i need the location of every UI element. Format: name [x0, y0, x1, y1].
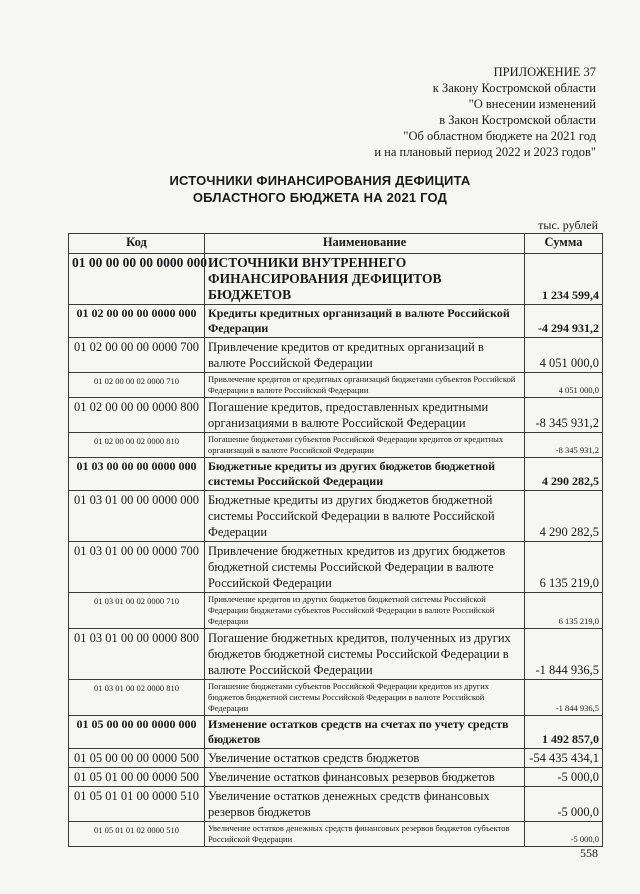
- row-name: Кредиты кредитных организаций в валюте Российской Федерации: [205, 305, 525, 338]
- row-name: Привлечение кредитов от кредитных организаций бюджетами субъектов Российской Федерации в валюте Российской Федерации: [205, 373, 525, 398]
- row-sum: -8 345 931,2: [525, 433, 603, 458]
- row-name: Бюджетные кредиты из других бюджетов бюджетной системы Российской Федерации: [205, 458, 525, 491]
- appendix-line: и на плановый период 2022 и 2023 годов": [374, 145, 596, 159]
- row-code: 01 00 00 00 00 0000 000: [69, 254, 205, 305]
- document-title: [0, 172, 640, 206]
- appendix-line: ПРИЛОЖЕНИЕ 37: [493, 65, 596, 79]
- row-name: Бюджетные кредиты из других бюджетов бюджетной системы Российской Федерации в валюте Российской Федерации: [205, 491, 525, 542]
- financing-sources-table: [68, 233, 603, 847]
- row-code: 01 03 01 00 00 0000 800: [69, 629, 205, 680]
- table-row: [69, 787, 603, 822]
- table-row: [69, 433, 603, 458]
- row-name: Погашение кредитов, предоставленных кредитными организациями в валюте Российской Федерации: [205, 398, 525, 433]
- row-sum: -8 345 931,2: [525, 398, 603, 433]
- row-name: ИСТОЧНИКИ ВНУТРЕННЕГО ФИНАНСИРОВАНИЯ ДЕФИЦИТОВ БЮДЖЕТОВ: [205, 254, 525, 305]
- row-name: Привлечение кредитов из других бюджетов бюджетной системы Российской Федерации бюджетами субъектов Российской Федерации в валюте Российской Федерации: [205, 593, 525, 629]
- table-row: [69, 373, 603, 398]
- row-sum: -5 000,0: [525, 787, 603, 822]
- row-name: Привлечение бюджетных кредитов из других бюджетов бюджетной системы Российской Федерации в валюте Российской Федерации: [205, 542, 525, 593]
- row-code: 01 03 01 00 00 0000 700: [69, 542, 205, 593]
- appendix-block: [374, 64, 596, 160]
- row-sum: -5 000,0: [525, 768, 603, 787]
- row-code: 01 03 00 00 00 0000 000: [69, 458, 205, 491]
- row-sum: 6 135 219,0: [525, 593, 603, 629]
- table-row: [69, 822, 603, 847]
- row-sum: 4 290 282,5: [525, 491, 603, 542]
- row-code: 01 02 00 00 02 0000 810: [69, 433, 205, 458]
- table-row: [69, 749, 603, 768]
- table-row: [69, 491, 603, 542]
- table-row: [69, 338, 603, 373]
- row-sum: 6 135 219,0: [525, 542, 603, 593]
- row-code: 01 05 01 01 02 0000 510: [69, 822, 205, 847]
- header-code: Код: [69, 234, 205, 254]
- row-code: 01 03 01 00 00 0000 000: [69, 491, 205, 542]
- row-name: Увеличение остатков денежных средств финансовых резервов бюджетов: [205, 787, 525, 822]
- appendix-line: "О внесении изменений: [468, 97, 596, 111]
- table-row: [69, 305, 603, 338]
- page-number: 558: [580, 846, 598, 860]
- row-name: Погашение бюджетами субъектов Российской Федерации кредитов из других бюджетов бюджетной системы Российской Федерации в валюте Российской Федерации: [205, 680, 525, 716]
- row-name: Увеличение остатков средств бюджетов: [205, 749, 525, 768]
- row-name: Увеличение остатков денежных средств финансовых резервов бюджетов субъектов Российской Федерации: [205, 822, 525, 847]
- row-code: 01 05 01 01 00 0000 510: [69, 787, 205, 822]
- row-name: Привлечение кредитов от кредитных организаций в валюте Российской Федерации: [205, 338, 525, 373]
- header-sum: Сумма: [525, 234, 603, 254]
- appendix-line: к Закону Костромской области: [432, 81, 596, 95]
- row-code: 01 03 01 00 02 0000 810: [69, 680, 205, 716]
- row-code: 01 03 01 00 02 0000 710: [69, 593, 205, 629]
- row-code: 01 05 01 00 00 0000 500: [69, 768, 205, 787]
- row-name: Погашение бюджетами субъектов Российской Федерации кредитов от кредитных организаций в валюте Российской Федерации: [205, 433, 525, 458]
- row-name: Увеличение остатков финансовых резервов бюджетов: [205, 768, 525, 787]
- row-code: 01 02 00 00 00 0000 000: [69, 305, 205, 338]
- table-row: [69, 542, 603, 593]
- table-row: [69, 593, 603, 629]
- row-name: Изменение остатков средств на счетах по учету средств бюджетов: [205, 716, 525, 749]
- row-sum: -1 844 936,5: [525, 629, 603, 680]
- row-sum: 4 051 000,0: [525, 373, 603, 398]
- row-sum: -54 435 434,1: [525, 749, 603, 768]
- row-code: 01 05 00 00 00 0000 000: [69, 716, 205, 749]
- table-row: [69, 716, 603, 749]
- table-row: [69, 254, 603, 305]
- title-line: ОБЛАСТНОГО БЮДЖЕТА НА 2021 ГОД: [192, 190, 448, 205]
- table-row: [69, 680, 603, 716]
- table-row: [69, 768, 603, 787]
- row-code: 01 05 00 00 00 0000 500: [69, 749, 205, 768]
- title-line: ИСТОЧНИКИ ФИНАНСИРОВАНИЯ ДЕФИЦИТА: [169, 173, 471, 188]
- row-sum: 4 051 000,0: [525, 338, 603, 373]
- unit-label: тыс. рублей: [538, 218, 598, 232]
- row-name: Погашение бюджетных кредитов, полученных из других бюджетов бюджетной системы Российской Федерации в валюте Российской Федерации: [205, 629, 525, 680]
- header-name: Наименование: [205, 234, 525, 254]
- row-sum: -1 844 936,5: [525, 680, 603, 716]
- row-sum: -5 000,0: [525, 822, 603, 847]
- table-row: [69, 458, 603, 491]
- table-row: [69, 398, 603, 433]
- table-row: [69, 629, 603, 680]
- row-sum: 1 492 857,0: [525, 716, 603, 749]
- table-header-row: [69, 234, 603, 254]
- appendix-line: в Закон Костромской области: [439, 113, 596, 127]
- row-code: 01 02 00 00 00 0000 700: [69, 338, 205, 373]
- row-sum: 4 290 282,5: [525, 458, 603, 491]
- row-sum: 1 234 599,4: [525, 254, 603, 305]
- appendix-line: "Об областном бюджете на 2021 год: [403, 129, 596, 143]
- row-code: 01 02 00 00 02 0000 710: [69, 373, 205, 398]
- row-sum: -4 294 931,2: [525, 305, 603, 338]
- row-code: 01 02 00 00 00 0000 800: [69, 398, 205, 433]
